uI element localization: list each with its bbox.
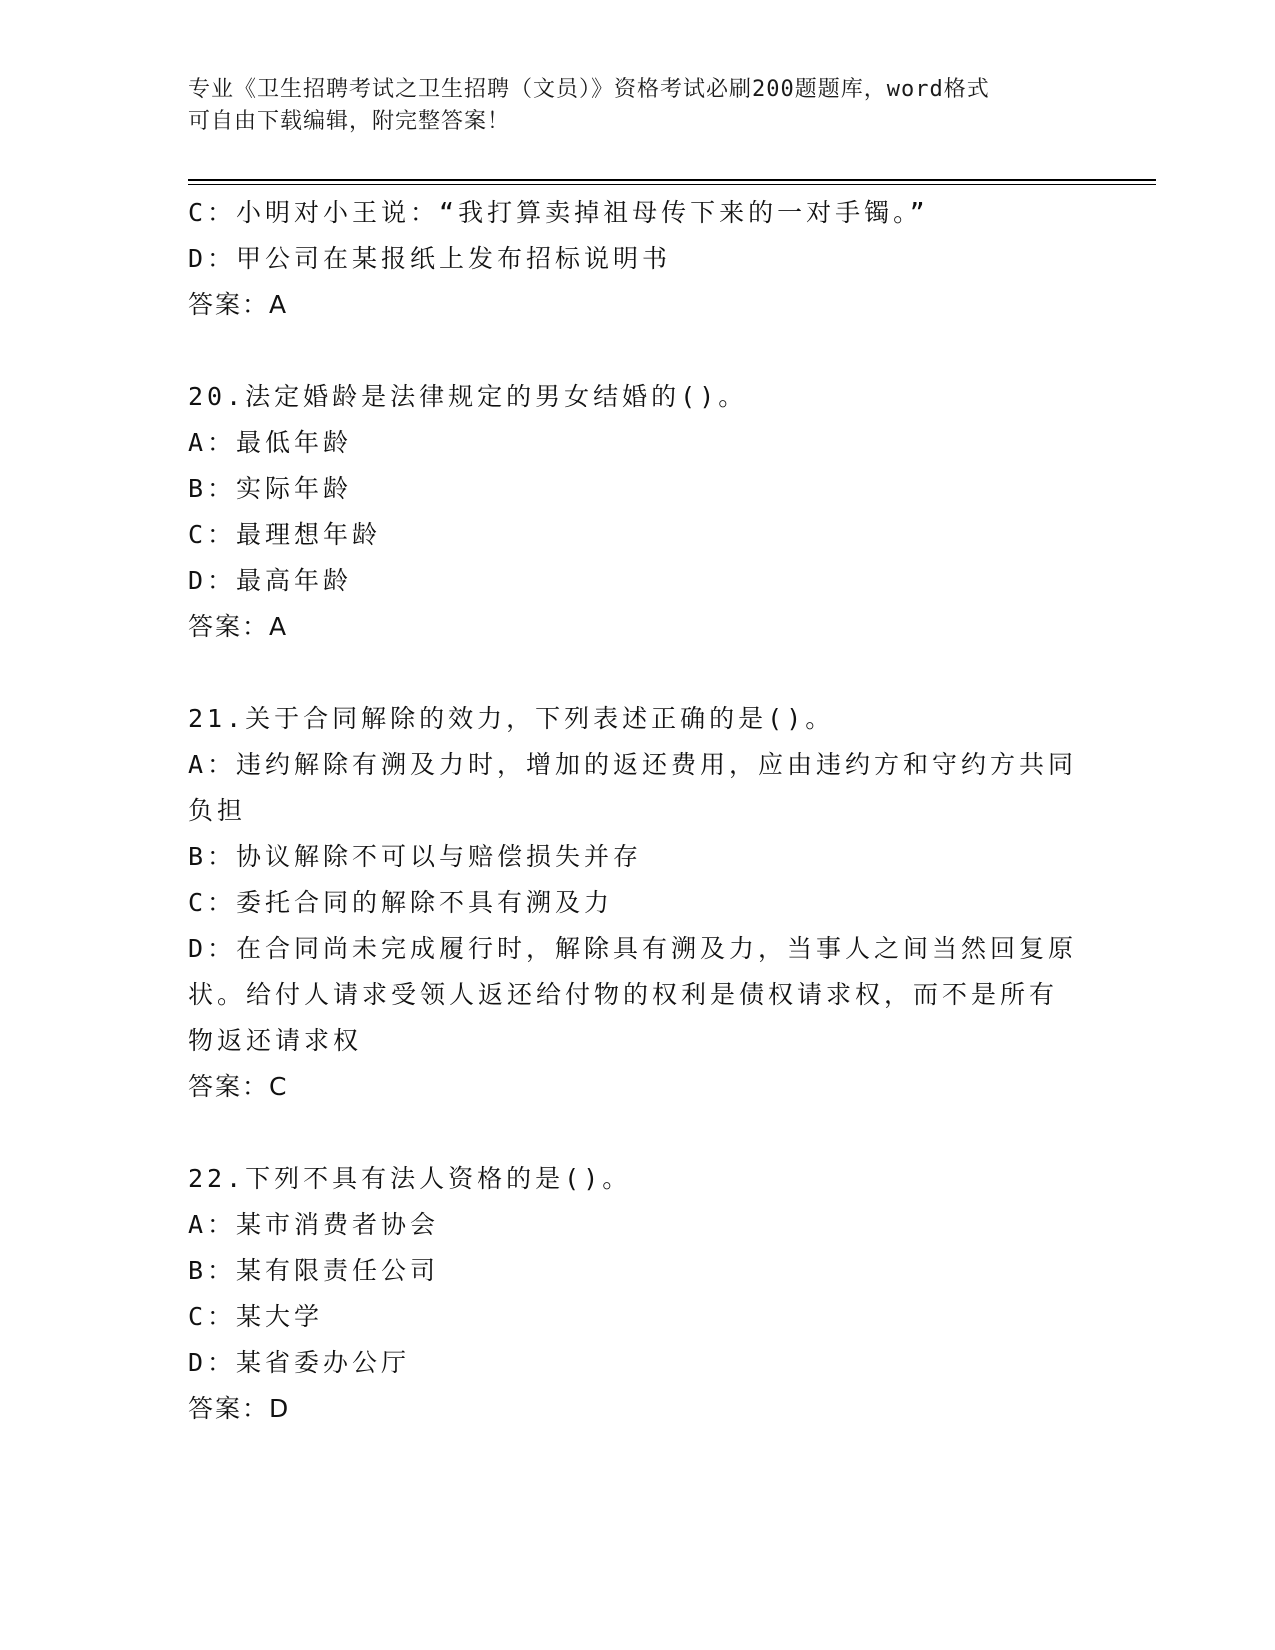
option-d-continued: 状。给付人请求受领人返还给付物的权利是债权请求权，而不是所有 — [188, 980, 1059, 1009]
option-b: B：实际年龄 — [188, 474, 353, 503]
option-c: C：委托合同的解除不具有溯及力 — [188, 888, 614, 917]
option-d: D：甲公司在某报纸上发布招标说明书 — [188, 244, 672, 273]
option-a: A：最低年龄 — [188, 428, 353, 457]
answer-line: 答案：C — [188, 1072, 289, 1101]
header-rule-thick — [188, 179, 1156, 181]
question-text: 21.关于合同解除的效力，下列表述正确的是()。 — [188, 704, 835, 733]
document-body — [188, 190, 1088, 1432]
header-rule-thin — [188, 184, 1156, 185]
option-c: C：最理想年龄 — [188, 520, 382, 549]
option-d: D：最高年龄 — [188, 566, 353, 595]
spacer — [188, 650, 1088, 696]
spacer — [188, 1110, 1088, 1156]
question-block-21 — [188, 696, 1088, 1110]
document-header — [188, 74, 1088, 138]
option-b: B：某有限责任公司 — [188, 1256, 440, 1285]
option-a: A：某市消费者协会 — [188, 1210, 440, 1239]
option-d-continued: 物返还请求权 — [188, 1026, 363, 1055]
option-d: D：在合同尚未完成履行时，解除具有溯及力，当事人之间当然回复原 — [188, 934, 1078, 963]
option-c: C：某大学 — [188, 1302, 324, 1331]
answer-line: 答案：A — [188, 290, 289, 319]
question-text: 22.下列不具有法人资格的是()。 — [188, 1164, 632, 1193]
question-block-20 — [188, 374, 1088, 650]
header-line-1: 专业《卫生招聘考试之卫生招聘（文员）》资格考试必刷200题题库，word格式 — [188, 77, 990, 102]
option-c: C：小明对小王说：“我打算卖掉祖母传下来的一对手镯。” — [188, 198, 929, 227]
question-block-19 — [188, 190, 1088, 328]
option-d: D：某省委办公厅 — [188, 1348, 411, 1377]
option-a-continued: 负担 — [188, 796, 247, 825]
spacer — [188, 328, 1088, 374]
question-block-22 — [188, 1156, 1088, 1432]
question-text: 20.法定婚龄是法律规定的男女结婚的()。 — [188, 382, 748, 411]
answer-line: 答案：D — [188, 1394, 291, 1423]
option-a: A：违约解除有溯及力时，增加的返还费用，应由违约方和守约方共同 — [188, 750, 1078, 779]
answer-line: 答案：A — [188, 612, 289, 641]
header-line-2: 可自由下载编辑，附完整答案！ — [188, 109, 511, 134]
option-b: B：协议解除不可以与赔偿损失并存 — [188, 842, 643, 871]
